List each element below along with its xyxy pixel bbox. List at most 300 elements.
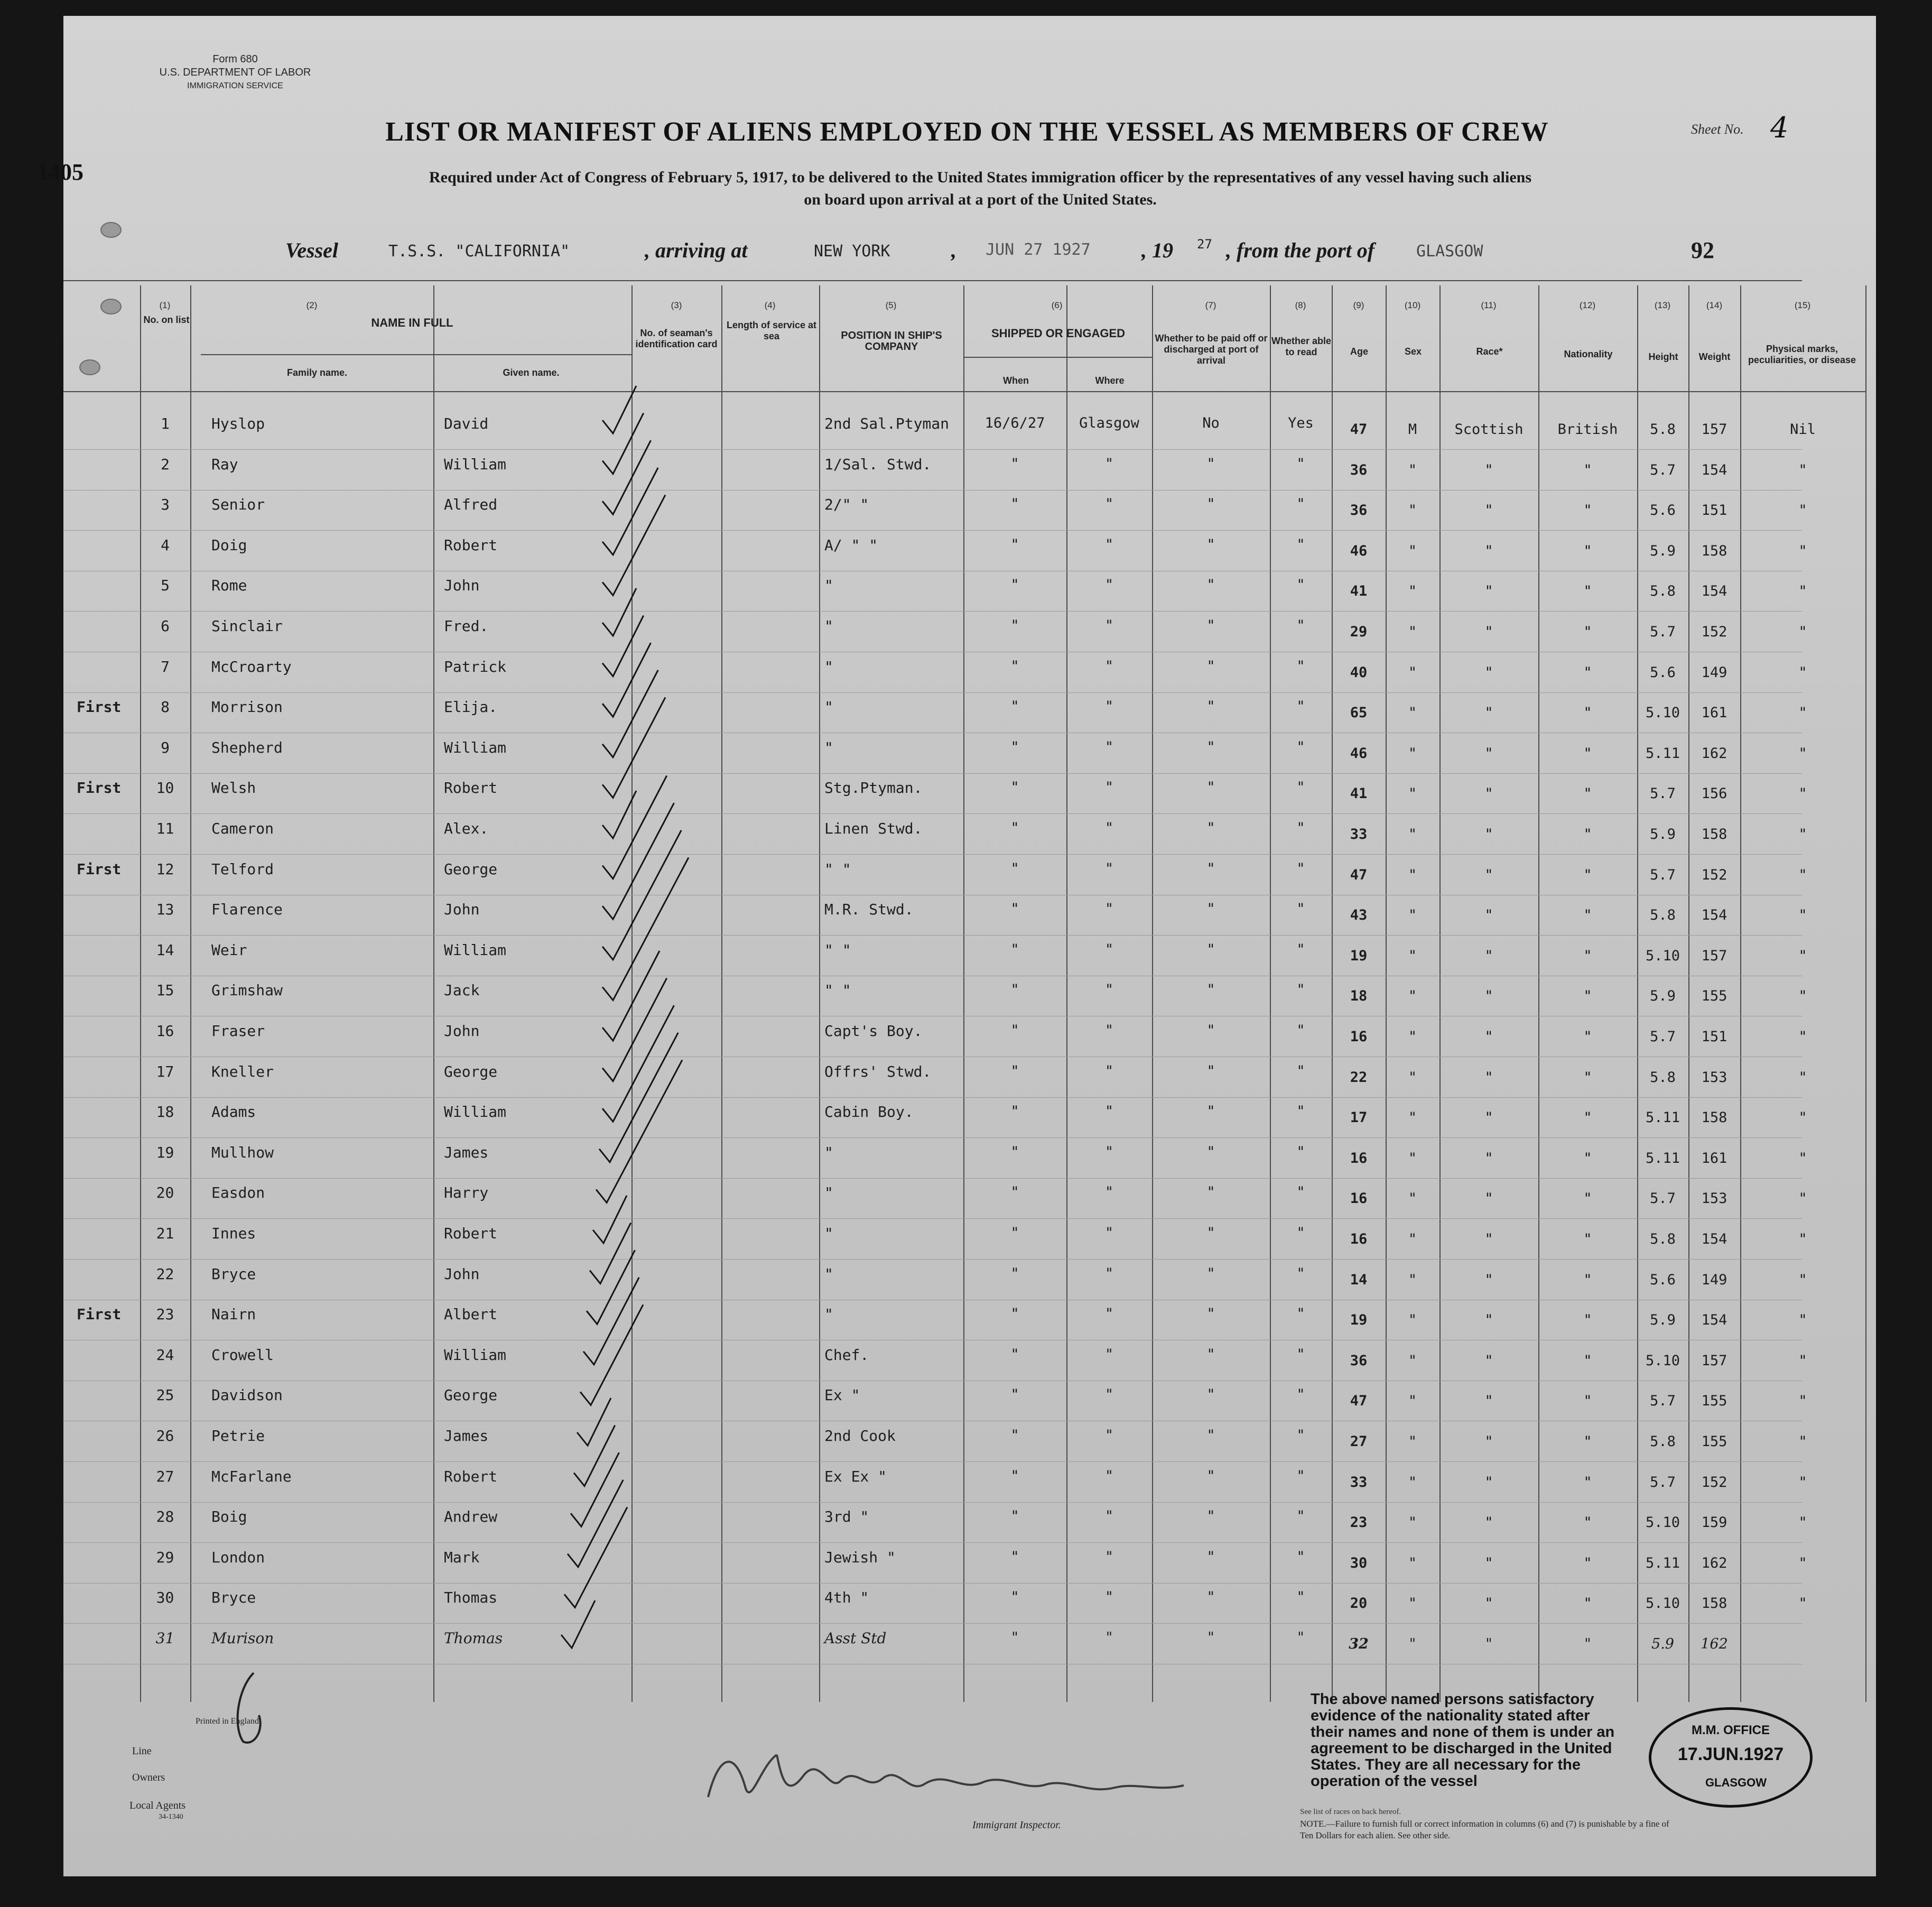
paid-off-cell: " (1206, 820, 1215, 836)
shipped-where-cell: " (1104, 1589, 1114, 1606)
physical-marks-cell: " (1798, 1393, 1807, 1410)
position-cell: Capt's Boy. (824, 1022, 923, 1040)
ruled-line (63, 530, 1802, 531)
weight-cell: 157 (1701, 1352, 1727, 1369)
height-cell: 5.10 (1645, 1514, 1680, 1531)
checkmark (602, 386, 636, 433)
age-cell: 41 (1350, 785, 1368, 802)
able-read-cell: " (1296, 1062, 1305, 1079)
header-race: Race* (1476, 346, 1503, 357)
checkmark (568, 1480, 623, 1567)
ruled-line (63, 1259, 1802, 1260)
height-cell: 5.7 (1650, 1029, 1676, 1045)
height-cell: 5.8 (1650, 421, 1676, 438)
position-cell: " (824, 1225, 833, 1242)
age-cell: 47 (1350, 1393, 1368, 1410)
weight-cell: 149 (1701, 664, 1727, 681)
age-cell: 27 (1350, 1433, 1368, 1450)
paid-off-cell: " (1206, 982, 1215, 998)
race-cell: " (1484, 1190, 1493, 1207)
given-name-cell: Robert (444, 1225, 498, 1242)
sex-cell: " (1408, 826, 1417, 843)
shipped-where-cell: " (1104, 577, 1114, 594)
shipped-when-cell: " (1010, 1103, 1019, 1120)
header-shipped: SHIPPED OR ENGAGED (991, 327, 1126, 340)
height-cell: 5.7 (1650, 1190, 1676, 1207)
row-number: 11 (156, 820, 174, 837)
arrival-port: NEW YORK (814, 242, 890, 261)
physical-marks-cell: " (1798, 583, 1807, 600)
able-read-cell: " (1296, 1103, 1305, 1120)
race-cell: " (1484, 502, 1493, 519)
position-cell: " (824, 1306, 833, 1323)
ruled-line (63, 1178, 1802, 1179)
family-name-cell: McCroarty (211, 658, 292, 675)
paid-off-cell: " (1206, 617, 1215, 634)
shipped-when-cell: " (1010, 1589, 1019, 1606)
header-where: Where (1095, 375, 1125, 386)
weight-cell: 155 (1701, 1433, 1727, 1450)
height-cell: 5.9 (1650, 1312, 1676, 1329)
row-number: 24 (156, 1346, 174, 1364)
position-cell: " (824, 1265, 833, 1283)
given-name-cell: Robert (444, 536, 498, 554)
weight-cell: 154 (1701, 1231, 1727, 1247)
row-number: 3 (161, 496, 170, 514)
checkmark (602, 588, 636, 636)
position-cell: " (824, 577, 833, 595)
height-cell: 5.8 (1650, 907, 1676, 924)
row-number: 27 (156, 1467, 174, 1485)
nationality-cell: " (1583, 1595, 1592, 1612)
row-number: 8 (161, 698, 170, 716)
family-name-cell: Murison (211, 1630, 274, 1647)
able-read-cell: " (1296, 982, 1305, 998)
family-name-cell: Bryce (211, 1589, 256, 1607)
given-name-cell: Andrew (444, 1508, 498, 1526)
height-cell: 5.7 (1650, 785, 1676, 802)
race-cell: " (1484, 542, 1493, 559)
nationality-cell: " (1583, 1231, 1592, 1247)
race-cell: " (1484, 1595, 1493, 1612)
checkmarks-layer (518, 359, 793, 1691)
ruled-line (63, 1502, 1802, 1503)
position-cell: Ex " (824, 1386, 860, 1404)
sex-cell: " (1408, 745, 1417, 762)
able-read-cell: " (1296, 1427, 1305, 1443)
paid-off-cell: " (1206, 1427, 1215, 1443)
family-name-cell: Sinclair (211, 617, 283, 635)
paid-off-cell: " (1206, 536, 1215, 553)
height-cell: 5.11 (1645, 745, 1680, 762)
race-cell: " (1484, 1109, 1493, 1126)
physical-marks-cell: " (1798, 624, 1807, 640)
row-number: 2 (161, 455, 170, 473)
position-cell: " (824, 698, 833, 716)
nationality-cell: " (1583, 1069, 1592, 1086)
ruled-line (63, 1583, 1802, 1584)
given-name-cell: David (444, 415, 489, 432)
given-name-cell: John (444, 1022, 480, 1040)
ruled-line (63, 1218, 1802, 1219)
checkmark (602, 697, 665, 798)
paid-off-cell: " (1206, 1103, 1215, 1120)
weight-cell: 154 (1701, 461, 1727, 478)
weight-cell: 155 (1701, 1393, 1727, 1410)
shipped-where-cell: " (1104, 1306, 1114, 1322)
shipped-where-cell: " (1104, 1143, 1114, 1160)
punch-hole (79, 359, 100, 375)
able-read-cell: " (1296, 820, 1305, 836)
weight-cell: 153 (1701, 1069, 1727, 1086)
able-read-cell: " (1296, 1386, 1305, 1403)
weight-cell: 154 (1701, 1312, 1727, 1329)
able-read-cell: " (1296, 1143, 1305, 1160)
physical-marks-cell: " (1798, 947, 1807, 964)
row-number: 7 (161, 658, 170, 675)
arrival-date-stamp: JUN 27 1927 (986, 240, 1091, 259)
family-name-cell: Senior (211, 496, 265, 514)
column-number: (8) (1295, 300, 1306, 310)
position-cell: " (824, 1143, 833, 1161)
given-name-cell: Robert (444, 779, 498, 797)
height-cell: 5.10 (1645, 705, 1680, 721)
race-cell: " (1484, 988, 1493, 1005)
family-name-cell: Telford (211, 860, 274, 878)
header-age: Age (1350, 346, 1368, 357)
nationality-cell: " (1583, 745, 1592, 762)
checkmark (577, 1398, 611, 1446)
paid-off-cell: " (1206, 1548, 1215, 1565)
sex-cell: " (1408, 461, 1417, 478)
given-name-cell: William (444, 1346, 507, 1364)
sex-cell: " (1408, 1109, 1417, 1126)
height-cell: 5.7 (1650, 624, 1676, 640)
shipped-where-cell: " (1104, 1508, 1114, 1525)
paid-off-cell: " (1206, 779, 1215, 796)
shipped-where-cell: " (1104, 1062, 1114, 1079)
paid-off-cell: " (1206, 1265, 1215, 1282)
checkmark (602, 413, 644, 474)
physical-marks-cell: " (1798, 988, 1807, 1005)
age-cell: 46 (1350, 542, 1368, 559)
age-cell: 65 (1350, 705, 1368, 721)
row-margin-note: First (77, 779, 122, 797)
age-cell: 46 (1350, 745, 1368, 762)
document-subtitle (285, 166, 1675, 211)
row-number: 21 (156, 1225, 174, 1242)
punch-hole (100, 222, 122, 238)
position-cell: " (824, 658, 833, 675)
weight-cell: 153 (1701, 1190, 1727, 1207)
row-divider (201, 354, 631, 355)
height-cell: 5.11 (1645, 1554, 1680, 1571)
shipped-where-cell: " (1104, 1548, 1114, 1565)
nationality-cell: " (1583, 583, 1592, 600)
shipped-when-cell: " (1010, 1265, 1019, 1282)
physical-marks-cell: " (1798, 1554, 1807, 1571)
given-name-cell: Robert (444, 1467, 498, 1485)
able-read-cell: " (1296, 496, 1305, 513)
family-name-cell: Nairn (211, 1306, 256, 1323)
family-name-cell: Kneller (211, 1062, 274, 1080)
age-cell: 43 (1350, 907, 1368, 924)
header-physical: Physical marks, peculiarities, or disease (1748, 344, 1856, 365)
nationality-cell: " (1583, 624, 1592, 640)
family-name-cell: Weir (211, 941, 247, 959)
shipped-when-cell: " (1010, 1386, 1019, 1403)
position-cell: Offrs' Stwd. (824, 1062, 932, 1080)
position-cell: M.R. Stwd. (824, 901, 914, 919)
given-name-cell: Alfred (444, 496, 498, 514)
shipped-where-cell: " (1104, 779, 1114, 796)
age-cell: 41 (1350, 583, 1368, 600)
age-cell: 17 (1350, 1109, 1368, 1126)
row-number: 15 (156, 982, 174, 999)
nationality-cell: " (1583, 826, 1592, 843)
shipped-when-cell: " (1010, 698, 1019, 715)
height-cell: 5.10 (1645, 947, 1680, 964)
header-height: Height (1648, 351, 1678, 362)
nationality-cell: " (1583, 1554, 1592, 1571)
paid-off-cell: " (1206, 1508, 1215, 1525)
position-cell: " " (824, 860, 851, 878)
physical-marks-cell: " (1798, 1271, 1807, 1288)
height-cell: 5.9 (1651, 1636, 1674, 1652)
weight-cell: 155 (1701, 988, 1727, 1005)
age-cell: 16 (1350, 1190, 1368, 1207)
checkmark (561, 1600, 595, 1648)
form-number: Form 680 (212, 53, 258, 65)
position-cell: 2nd Sal.Ptyman (824, 415, 950, 432)
family-name-cell: Rome (211, 577, 247, 595)
stamp-date: 17.JUN.1927 (1677, 1744, 1784, 1764)
position-cell: Cabin Boy. (824, 1103, 914, 1121)
position-cell: Linen Stwd. (824, 820, 923, 837)
shipped-when-cell: " (1010, 1467, 1019, 1484)
shipped-where-cell: " (1104, 1265, 1114, 1282)
ruled-line (63, 1137, 1802, 1138)
paid-off-cell: " (1206, 1184, 1215, 1201)
shipped-when-cell: " (1010, 738, 1019, 755)
nationality-cell: " (1583, 1190, 1592, 1207)
row-margin-note: First (77, 860, 122, 878)
height-cell: 5.6 (1650, 1271, 1676, 1288)
shipped-where-cell: " (1104, 455, 1114, 472)
able-read-cell: " (1296, 779, 1305, 796)
year-prefix: , 19 (1141, 238, 1173, 262)
height-cell: 5.8 (1650, 1069, 1676, 1086)
shipped-when-cell: " (1010, 1225, 1019, 1241)
stamp-bottom-text: GLASGOW (1705, 1776, 1767, 1789)
height-cell: 5.10 (1645, 1352, 1680, 1369)
weight-cell: 162 (1701, 1554, 1727, 1571)
shipped-when-cell: " (1010, 1427, 1019, 1443)
sex-cell: " (1408, 1029, 1417, 1045)
weight-cell: 157 (1701, 421, 1727, 438)
given-name-cell: Patrick (444, 658, 507, 675)
departure-port: GLASGOW (1416, 242, 1483, 261)
checkmark (574, 1425, 615, 1486)
family-name-cell: Shepherd (211, 738, 283, 756)
given-name-cell: George (444, 860, 498, 878)
paid-off-cell: " (1206, 901, 1215, 918)
row-number: 18 (156, 1103, 174, 1121)
column-divider (819, 285, 820, 1702)
able-read-cell: " (1296, 455, 1305, 472)
able-read-cell: " (1296, 1265, 1305, 1282)
nationality-cell: " (1583, 461, 1592, 478)
sex-cell: " (1408, 664, 1417, 681)
height-cell: 5.8 (1650, 1231, 1676, 1247)
position-cell: 3rd " (824, 1508, 869, 1526)
weight-cell: 159 (1701, 1514, 1727, 1531)
checkmark (583, 1277, 639, 1365)
sex-cell: M (1408, 421, 1417, 438)
sex-cell: " (1408, 1393, 1417, 1410)
physical-marks-cell: " (1798, 866, 1807, 883)
paid-off-cell: " (1206, 698, 1215, 715)
sex-cell: " (1408, 1231, 1417, 1247)
paid-off-cell: " (1206, 577, 1215, 594)
checkmark (596, 1060, 682, 1202)
family-name-cell: Fraser (211, 1022, 265, 1040)
race-cell: " (1484, 1029, 1493, 1045)
shipped-where-cell: " (1104, 1386, 1114, 1403)
given-name-cell: Alex. (444, 820, 489, 837)
height-cell: 5.7 (1650, 461, 1676, 478)
weight-cell: 158 (1701, 1109, 1727, 1126)
arriving-label: , arriving at (645, 238, 748, 262)
weight-cell: 158 (1701, 826, 1727, 843)
age-cell: 36 (1350, 502, 1368, 519)
row-number: 28 (156, 1508, 174, 1526)
physical-marks-cell: " (1798, 1595, 1807, 1612)
nationality-cell: " (1583, 1109, 1592, 1126)
race-cell: " (1484, 624, 1493, 640)
weight-cell: 162 (1701, 1636, 1728, 1652)
paid-off-cell: " (1206, 1346, 1215, 1363)
shipped-where-cell: " (1104, 941, 1114, 958)
age-cell: 23 (1350, 1514, 1368, 1531)
vessel-label: Vessel (285, 238, 338, 262)
weight-cell: 149 (1701, 1271, 1727, 1288)
given-name-cell: John (444, 577, 480, 595)
physical-marks-cell: " (1798, 1190, 1807, 1207)
column-divider (433, 285, 434, 1702)
family-name-cell: Cameron (211, 820, 274, 837)
race-cell: " (1484, 907, 1493, 924)
given-name-cell: James (444, 1143, 489, 1161)
ruled-line (63, 773, 1802, 774)
shipped-when-cell: " (1010, 860, 1019, 877)
sex-cell: " (1408, 583, 1417, 600)
sex-cell: " (1408, 1595, 1417, 1612)
shipped-when-cell: " (1010, 1022, 1019, 1039)
ruled-line (63, 1623, 1802, 1624)
family-name-cell: Bryce (211, 1265, 256, 1283)
age-cell: 30 (1350, 1554, 1368, 1571)
physical-marks-cell: " (1798, 907, 1807, 924)
able-read-cell: " (1296, 1184, 1305, 1201)
local-agents-label: Local Agents (129, 1800, 186, 1811)
physical-marks-cell: " (1798, 542, 1807, 559)
sex-cell: " (1408, 1271, 1417, 1288)
race-cell: " (1484, 1433, 1493, 1450)
margin-number: 1405 (37, 159, 83, 185)
physical-marks-cell: " (1798, 1352, 1807, 1369)
able-read-cell: " (1296, 577, 1305, 594)
sex-cell: " (1408, 1352, 1417, 1369)
checkmark (602, 803, 674, 919)
shipped-when-cell: 16/6/27 (984, 415, 1045, 431)
position-cell: 4th " (824, 1589, 869, 1607)
line-label: Line (132, 1745, 152, 1757)
shipped-where-cell: " (1104, 658, 1114, 674)
race-cell: " (1484, 1271, 1493, 1288)
race-cell: " (1485, 1636, 1492, 1652)
position-cell: " (824, 1184, 833, 1202)
age-cell: 29 (1350, 624, 1368, 640)
given-name-cell: George (444, 1386, 498, 1404)
punch-hole (100, 299, 122, 314)
paid-off-cell: " (1206, 1022, 1215, 1039)
ruled-line (63, 611, 1802, 612)
header-name-in-full: NAME IN FULL (371, 316, 453, 329)
sex-cell: " (1409, 1636, 1416, 1652)
able-read-cell: " (1296, 658, 1305, 674)
height-cell: 5.10 (1645, 1595, 1680, 1612)
position-cell: " (824, 617, 833, 635)
column-number: (10) (1404, 300, 1421, 310)
header-id-card: No. of seaman's identification card (635, 328, 718, 349)
shipped-when-cell: " (1010, 779, 1019, 796)
sex-cell: " (1408, 1312, 1417, 1329)
age-cell: 16 (1350, 1150, 1368, 1167)
shipped-when-cell: " (1010, 658, 1019, 674)
header-sex: Sex (1404, 346, 1422, 357)
document-title: LIST OR MANIFEST OF ALIENS EMPLOYED ON THE VESSEL AS MEMBERS OF CREW (385, 117, 1549, 147)
race-cell: " (1484, 1393, 1493, 1410)
shipped-when-cell: " (1010, 1143, 1019, 1160)
shipped-when-cell: " (1010, 496, 1019, 513)
shipped-where-cell: " (1104, 496, 1114, 513)
paid-off-cell: " (1206, 658, 1215, 674)
service-name: IMMIGRATION SERVICE (187, 81, 283, 90)
row-number: 22 (156, 1265, 174, 1283)
physical-marks-cell: " (1798, 1312, 1807, 1329)
header-no-on-list: No. on list (143, 314, 190, 325)
shipped-when-cell: " (1010, 455, 1019, 472)
given-name-cell: Harry (444, 1184, 489, 1202)
paid-off-cell: No (1202, 415, 1220, 431)
race-cell: " (1484, 1352, 1493, 1369)
race-cell: " (1484, 461, 1493, 478)
height-cell: 5.9 (1650, 826, 1676, 843)
subtitle-line-2: on board upon arrival at a port of the United States. (804, 191, 1157, 208)
able-read-cell: " (1296, 860, 1305, 877)
column-divider (190, 285, 191, 1702)
year-suffix: 27 (1197, 237, 1212, 252)
weight-cell: 152 (1701, 1474, 1727, 1491)
family-name-cell: McFarlane (211, 1467, 292, 1485)
manifest-sheet: Form 680 U.S. DEPARTMENT OF LABOR IMMIGRATION SERVICE 1405 LIST OR MANIFEST OF ALIENS EMPLOYED ON THE VESSEL AS MEMBERS OF CREW Required under Act of Congress of February 5, 1917, to be delivered to the United States immigration officer by the representatives of any vessel having such aliens on board upon arrival at a port of the United States. Sheet No. 4 Vessel T.S.S. "CALIFORNIA" , arriving at NEW YORK , JUN 27 1927 , 19 27 , from the port of GLASGOW 92 (1) (2) (3) (4) (5) (6) (7) (8) (9) (10) (11) (12) (13) (14) (15) No. on list NAME IN FULL Family name. Given name. No. of seaman's identification card Length of service at sea POSITION IN SHIP'S COMPANY SHIPPED OR ENGAGED When Where Whether to be paid off or discharged at port of arrival Whether able to read Age Sex Race* Nationality Height Weight Physical marks, peculiarities, or disease 1 Hyslop David 2nd Sal.Ptyman 16/6/27 Glasgow No Yes 47 M Scottish British 5.8 157 Nil 2 Ray William 1/Sal. Stwd. " " " " 36 " " " 5.7 154 " 3 Senior Alfred 2/" " " " " " 36 " " " 5.6 151 " 4 Doig Robert A/ " " " " " " 46 " " " 5.9 158 " 5 Rome John " " " " " 41 " " " 5.8 154 " 6 Sinclair Fred. " " " " " 29 " " " 5.7 152 " 7 McCroarty Patrick " " " " " 40 " " " 5.6 149 " First 8 Morrison Elija. " " " " " 65 " " " 5.10 161 " 9 Shepherd William " " " " " 46 " " " 5.11 162 " First 10 Welsh Robert Stg.Ptyman. " " " " 41 " " " 5.7 156 " 11 Cameron Alex. Linen Stwd. " " " " 33 " " " 5.9 158 " First 12 Telford George " " " " " " 47 " " " 5.7 152 " 13 Flarence John M.R. Stwd. " " " " 43 " " " 5.8 154 " 14 Weir William " " " " " " 19 " " " 5.10 157 " 15 Grimshaw Jack " " " " " " 18 " " " 5.9 155 " 16 Fraser John Capt's Boy. " " " " 16 " " " 5.7 151 " 17 Kneller George Offrs' Stwd. " " " " 22 " " " 5.8 153 " 18 Adams William Cabin Boy. " " " " 17 " " " 5.11 158 " 19 Mullhow James " " " " " 16 " " " 5.11 161 " 20 Easdon Harry " " " " " 16 " " " 5.7 153 " 21 Innes Robert " " " " " 16 " " " 5.8 154 " 22 Bryce John " " " " " 14 " " " 5.6 149 " First 23 Nairn Albert " " " " " 19 " " " 5.9 154 " 24 Crowell William Chef. " " " " 36 " " " 5.10 157 " 25 Davidson George Ex " " " " " 47 " " " 5.7 155 " 26 Petrie James 2nd Cook " " " " 27 " " " 5.8 155 " 27 McFarlane Robert Ex Ex " " " " " 33 " " " 5.7 152 " 28 Boig Andrew 3rd " " " " " 23 " " " 5.10 159 " 29 London Mark Jewish " " " " " 30 " " " 5.11 162 " 30 Bryce Thomas 4th " " " " " 20 " " " 5.10 158 " 31 Murison Thomas Asst Std " " " " 32 " " " 5.9 162 Immigrant Inspector. Printed in England. Line Owners Local Agents 34-1340 The above named persons satisfactory evidence of the nationality stated after their names and none of them is under an agreement to be discharged in the United States. They are all necessary for the operation of the vessel See list of races on back hereof. NOTE.—Failure to furnish full or correct information in columns (6) and (7) is punishable by a fine of Ten Dollars for each alien. See other side. M.M. OFFICE 17.JUN.1927 GLASGOW (63, 16, 1876, 1876)
age-cell: 36 (1350, 1352, 1368, 1369)
shipped-where-cell: " (1104, 820, 1114, 836)
race-cell: " (1484, 947, 1493, 964)
age-cell: 16 (1350, 1029, 1368, 1045)
given-name-cell: William (444, 1103, 507, 1121)
